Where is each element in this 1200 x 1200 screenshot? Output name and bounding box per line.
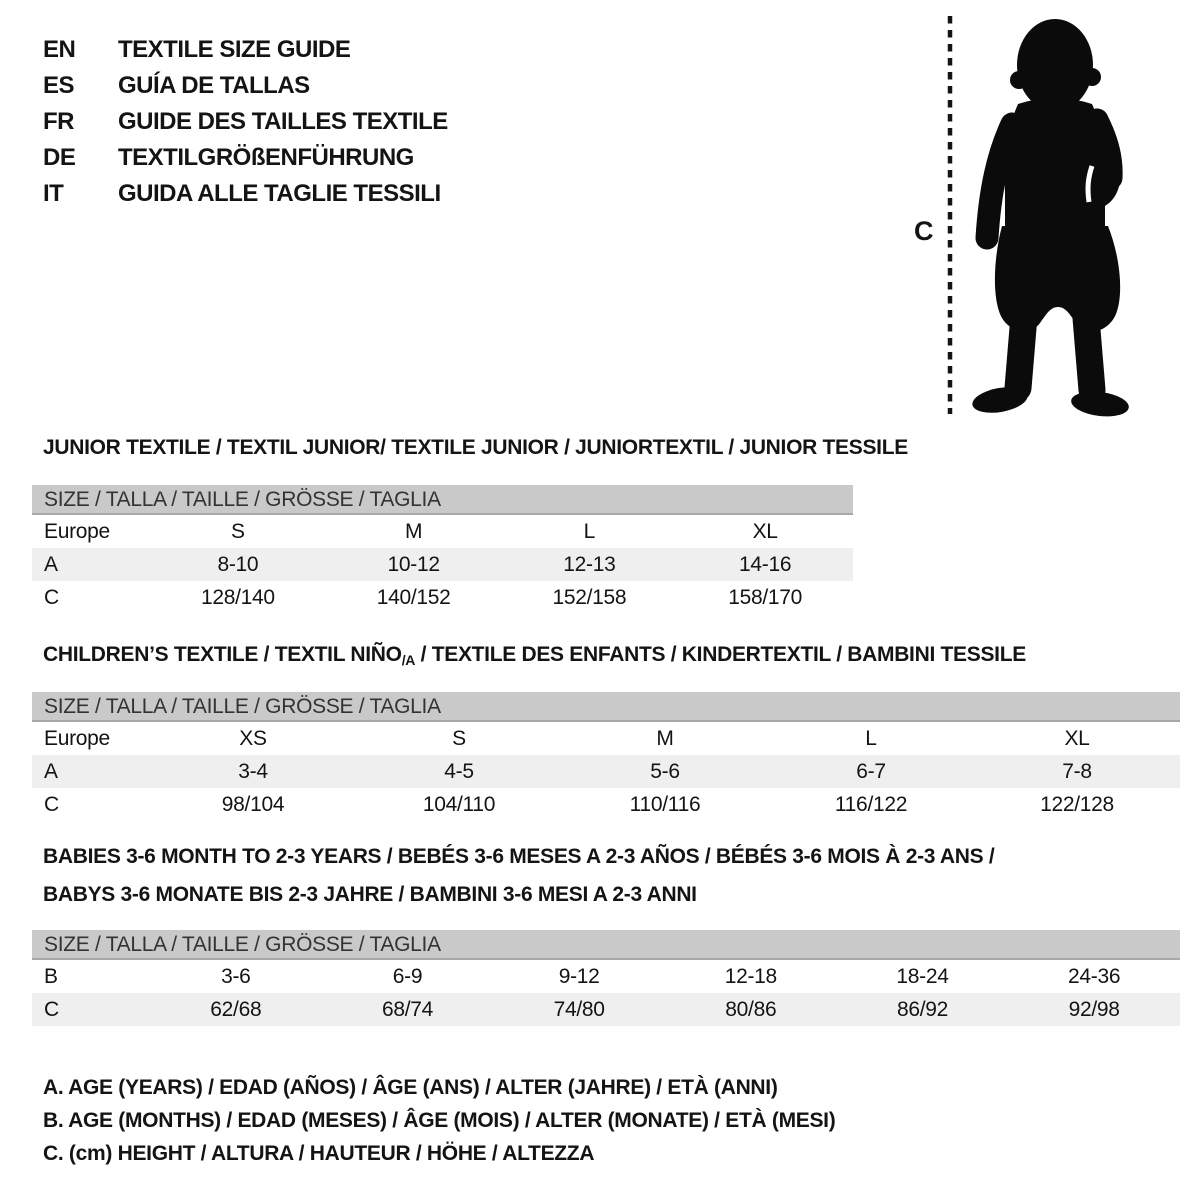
row-label: C xyxy=(44,997,59,1021)
height-cell: 86/92 xyxy=(896,997,949,1021)
row-label: C xyxy=(44,585,59,609)
age-cell: 6-7 xyxy=(856,759,886,783)
height-cell: 104/110 xyxy=(422,792,496,816)
language-code: FR xyxy=(43,108,74,135)
table-row-height-cm xyxy=(32,788,1180,821)
height-cell: 68/74 xyxy=(381,997,434,1021)
table-row-age-years xyxy=(32,755,1180,788)
language-row-it xyxy=(43,176,448,212)
table-row-height-cm xyxy=(32,581,853,614)
table-row-age-months xyxy=(32,960,1180,993)
language-title: GUÍA DE TALLAS xyxy=(118,72,310,99)
age-cell: 8-10 xyxy=(217,552,259,576)
age-cell: 12-13 xyxy=(563,552,616,576)
legend xyxy=(43,1071,835,1170)
row-label: C xyxy=(44,792,59,816)
height-cell: 80/86 xyxy=(725,997,777,1021)
age-cell: 3-4 xyxy=(238,759,268,783)
age-cell: 12-18 xyxy=(724,964,777,988)
children-title-rest: / TEXTILE DES ENFANTS / KINDERTEXTIL / BAMBINI TESSILE xyxy=(415,643,1026,666)
table-row-age-years xyxy=(32,548,853,581)
language-list xyxy=(43,32,448,212)
height-cell: 116/122 xyxy=(834,792,908,816)
size-header-band: SIZE / TALLA / TAILLE / GRÖSSE / TAGLIA xyxy=(32,485,853,515)
size-cell: XL xyxy=(752,519,778,543)
size-cell: S xyxy=(231,519,245,543)
height-cell: 98/104 xyxy=(221,792,285,816)
row-label: A xyxy=(44,759,58,783)
height-cell: 128/140 xyxy=(200,585,275,609)
age-cell: 6-9 xyxy=(392,964,423,988)
language-code: ES xyxy=(43,72,75,99)
height-cell: 158/170 xyxy=(728,585,803,609)
height-cell: 92/98 xyxy=(1068,997,1120,1021)
size-cell: S xyxy=(452,726,466,750)
table-row-europe xyxy=(32,722,1180,755)
height-cell: 140/152 xyxy=(376,585,451,609)
age-cell: 14-16 xyxy=(739,552,792,576)
age-cell: 9-12 xyxy=(558,964,600,988)
language-row-fr xyxy=(43,104,448,140)
table-row-height-cm xyxy=(32,993,1180,1026)
size-cell: L xyxy=(865,726,877,750)
legend-age-years: A. AGE (YEARS) / EDAD (AÑOS) / ÂGE (ANS) / ALTER (JAHRE) / ETÀ (ANNI) xyxy=(43,1076,778,1099)
size-cell: M xyxy=(405,519,423,543)
size-cell: XL xyxy=(1064,726,1090,750)
age-cell: 5-6 xyxy=(650,759,680,783)
size-cell: XS xyxy=(239,726,267,750)
children-title-main: CHILDREN’S TEXTILE / TEXTIL NIÑO xyxy=(43,643,402,666)
row-label: B xyxy=(44,964,58,988)
row-label: Europe xyxy=(44,519,110,543)
legend-age-months: B. AGE (MONTHS) / EDAD (MESES) / ÂGE (MOIS) / ALTER (MONATE) / ETÀ (MESI) xyxy=(43,1109,836,1132)
language-title: TEXTILE SIZE GUIDE xyxy=(118,36,351,63)
babies-section-title-line2: BABYS 3-6 MONATE BIS 2-3 JAHRE / BAMBINI 3-6 MESI A 2-3 ANNI xyxy=(43,883,697,906)
size-header-band: SIZE / TALLA / TAILLE / GRÖSSE / TAGLIA xyxy=(32,930,1180,960)
language-code: DE xyxy=(43,144,76,171)
language-title: GUIDE DES TAILLES TEXTILE xyxy=(118,108,448,135)
age-cell: 18-24 xyxy=(896,964,949,988)
babies-section-title-line1: BABIES 3-6 MONTH TO 2-3 YEARS / BEBÉS 3-6 MESES A 2-3 AÑOS / BÉBÉS 3-6 MOIS À 2-3 ANS / xyxy=(43,845,995,868)
height-cell: 110/116 xyxy=(629,792,701,816)
babies-size-table xyxy=(32,930,1180,1026)
height-cell: 152/158 xyxy=(552,585,627,609)
language-row-en xyxy=(43,32,448,68)
children-size-table xyxy=(32,692,1180,821)
junior-section-title: JUNIOR TEXTILE / TEXTIL JUNIOR/ TEXTILE JUNIOR / JUNIORTEXTIL / JUNIOR TESSILE xyxy=(43,436,908,459)
row-label: A xyxy=(44,552,58,576)
junior-size-table xyxy=(32,485,853,614)
age-cell: 10-12 xyxy=(387,552,440,576)
language-row-es xyxy=(43,68,448,104)
size-cell: M xyxy=(656,726,674,750)
children-title-subscript: /A xyxy=(401,652,416,668)
size-header-band: SIZE / TALLA / TAILLE / GRÖSSE / TAGLIA xyxy=(32,692,1180,722)
row-label: Europe xyxy=(44,726,110,750)
age-cell: 4-5 xyxy=(444,759,474,783)
age-cell: 24-36 xyxy=(1068,964,1121,988)
language-code: EN xyxy=(43,36,76,63)
height-cell: 62/68 xyxy=(210,997,262,1021)
legend-height-cm: C. (cm) HEIGHT / ALTURA / HAUTEUR / HÖHE / ALTEZZA xyxy=(43,1142,595,1165)
language-title: GUIDA ALLE TAGLIE TESSILI xyxy=(118,180,441,207)
table-row-europe xyxy=(32,515,853,548)
size-cell: L xyxy=(583,519,596,543)
language-row-de xyxy=(43,140,448,176)
toddler-silhouette-icon xyxy=(940,8,1150,420)
language-code: IT xyxy=(43,180,64,207)
age-cell: 7-8 xyxy=(1062,759,1092,783)
language-title: TEXTILGRÖßENFÜHRUNG xyxy=(118,144,414,171)
height-dimension-label: C xyxy=(914,216,934,246)
children-section-title xyxy=(43,643,1026,667)
height-figure xyxy=(914,8,1150,420)
age-cell: 3-6 xyxy=(221,964,251,988)
height-cell: 122/128 xyxy=(1040,792,1114,816)
height-cell: 74/80 xyxy=(553,997,605,1021)
